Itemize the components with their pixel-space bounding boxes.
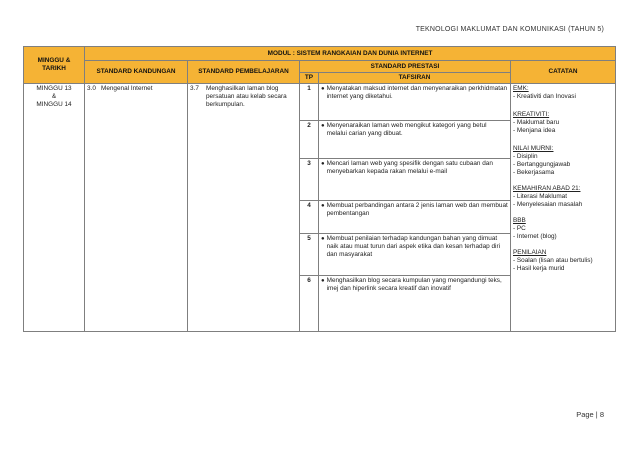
emk-item: - Kreativiti dan Inovasi [513, 93, 576, 100]
week-cell [24, 84, 85, 332]
tafsiran-cell [319, 234, 511, 276]
kemahiran-abad-heading: KEMAHIRAN ABAD 21: [513, 185, 581, 192]
header-tp: TP [300, 73, 319, 84]
header-minggu-tarikh: MINGGU & TARIKH [24, 47, 85, 84]
tafsiran-cell [319, 159, 511, 201]
week-ampersand: & [51, 93, 57, 100]
penilaian-item: - Soalan (lisan atau bertulis) [513, 257, 593, 264]
tp-cell: 5 [300, 234, 319, 276]
nilai-murni-item: - Bekerjasama [513, 169, 555, 176]
sp-code: 3.7 [190, 85, 199, 92]
tafsiran-text: Menghasilkan blog secara kumpulan yang mengandungi teks, imej dan hiperlink secara kreatif dan inovatif [326, 277, 502, 292]
tafsiran-text: Mencari laman web yang spesifik dengan satu cubaan dan menyebarkan kepada rakan melalui e-mail [326, 160, 493, 175]
tafsiran-text: Membuat penilaian terhadap kandungan bahan yang dimuat naik atau muat turun dari aspek etika dan kesan terhadap diri dan masyarakat [326, 235, 500, 258]
tafsiran-text: Membuat perbandingan antara 2 jenis laman web dan membuat pembentangan [326, 202, 508, 217]
tp-cell: 2 [300, 121, 319, 159]
lesson-plan-table [23, 46, 616, 332]
bbb-item: - Internet (blog) [513, 233, 557, 240]
document-header: TEKNOLOGI MAKLUMAT DAN KOMUNIKASI (TAHUN 5) [415, 26, 604, 33]
sp-text: Menghasilkan laman blog persatuan atau kelab secara berkumpulan. [206, 85, 287, 108]
header-standard-prestasi: STANDARD PRESTASI [300, 61, 511, 73]
header-modul: MODUL : SISTEM RANGKAIAN DAN DUNIA INTERNET [85, 47, 616, 61]
bullet-icon: ● [321, 86, 325, 92]
kreativiti-item: - Menjana idea [513, 127, 556, 134]
bbb-heading: BBB [513, 217, 526, 224]
standard-kandungan-cell [85, 84, 188, 332]
tafsiran-text: Menyatakan maksud internet dan menyenaraikan perkhidmatan internet yang diketahui. [326, 85, 508, 100]
tafsiran-cell [319, 121, 511, 159]
bullet-icon: ● [321, 278, 325, 284]
header-catatan: CATATAN [511, 61, 616, 84]
week-start: MINGGU 13 [36, 85, 72, 92]
header-tafsiran: TAFSIRAN [319, 73, 511, 84]
bullet-icon: ● [321, 203, 325, 209]
nilai-murni-heading: NILAI MURNI: [513, 145, 554, 152]
standard-pembelajaran-cell [188, 84, 300, 332]
tp-cell: 3 [300, 159, 319, 201]
catatan-cell [511, 84, 616, 332]
kreativiti-item: - Maklumat baru [513, 119, 560, 126]
tafsiran-cell [319, 84, 511, 121]
bullet-icon: ● [321, 161, 325, 167]
bbb-item: - PC [513, 225, 526, 232]
tafsiran-text: Menyenaraikan laman web mengikut kategori yang betul melalui carian yang dibuat. [326, 122, 487, 137]
tp-cell: 1 [300, 84, 319, 121]
header-standard-pembelajaran: STANDARD PEMBELAJARAN [188, 61, 300, 84]
header-standard-kandungan: STANDARD KANDUNGAN [85, 61, 188, 84]
tp-cell: 6 [300, 276, 319, 332]
kemahiran-abad-item: - Literasi Maklumat [513, 193, 567, 200]
kreativiti-heading: KREATIVITI: [513, 111, 550, 118]
penilaian-heading: PENILAIAN [513, 249, 547, 256]
sk-code: 3.0 [87, 85, 96, 92]
tafsiran-cell [319, 276, 511, 332]
sk-text: Mengenal Internet [101, 85, 153, 92]
tp-cell: 4 [300, 201, 319, 234]
tafsiran-cell [319, 201, 511, 234]
penilaian-item: - Hasil kerja murid [513, 265, 565, 272]
nilai-murni-item: - Disiplin [513, 153, 538, 160]
page-number: Page | 8 [576, 410, 604, 419]
kemahiran-abad-item: - Menyelesaian masalah [513, 201, 583, 208]
week-end: MINGGU 14 [36, 101, 72, 108]
emk-heading: EMK: [513, 85, 529, 92]
nilai-murni-item: - Bertanggungjawab [513, 161, 571, 168]
bullet-icon: ● [321, 123, 325, 129]
bullet-icon: ● [321, 236, 325, 242]
